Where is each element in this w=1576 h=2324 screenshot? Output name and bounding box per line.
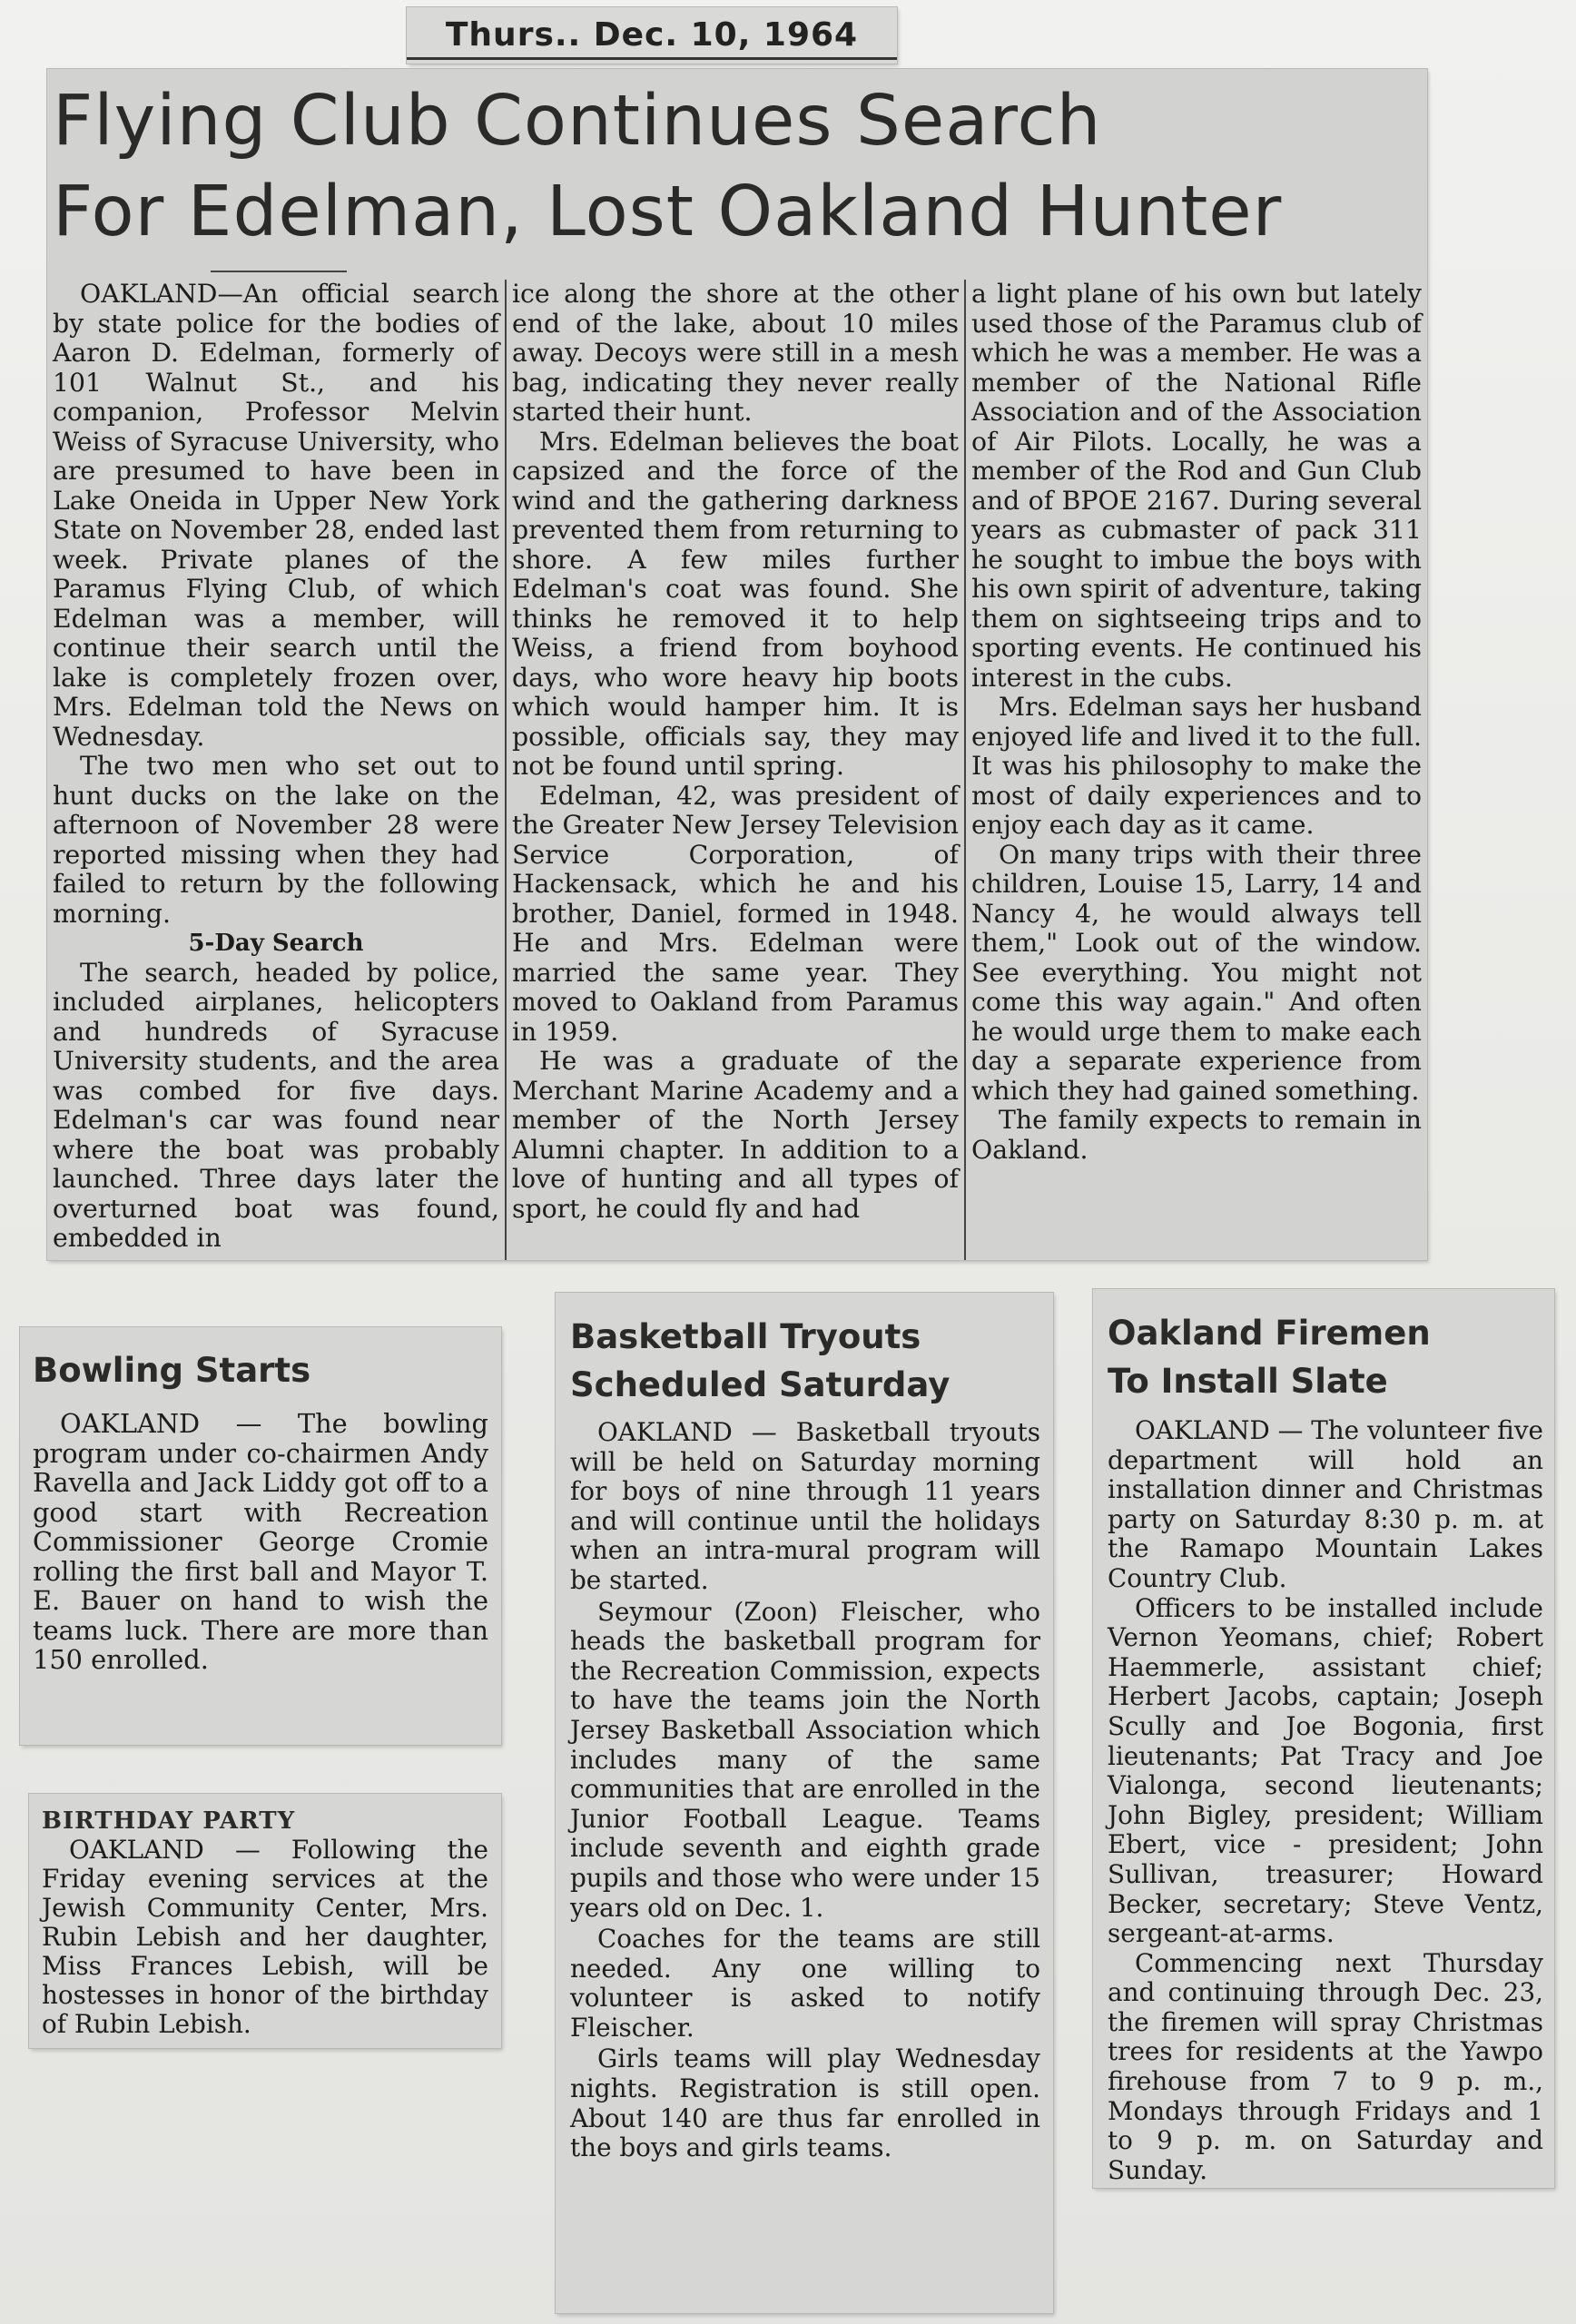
main-article-clipping (47, 69, 1427, 1260)
article-paragraph: a light plane of his own but lately used those of the Paramus club of which he was a member. He was a member of the National Rifle Association and of the Association of Air Pilots. Locally, he was a member of the Rod and Gun Club and of BPOE 2167. During several years as cubmaster of pack 311 he sought to imbue the boys with his own spirit of adventure, taking them on sightseeing trips and to sporting events. He continued his interest in the cubs. (971, 280, 1422, 693)
article-paragraph: Mrs. Edelman says her husband enjoyed life and lived it to the full. It was his philosophy to make the most of daily experiences and to enjoy each day as it came. (971, 692, 1422, 840)
article-paragraph: OAKLAND—An official search by state police for the bodies of Aaron D. Edelman, formerly of 101 Walnut St., and his companion, Professor Melvin Weiss of Syracuse University, who are presumed to have been in Lake Oneida in Upper New York State on November 28, ended last week. Private planes of the Paramus Flying Club, of which Edelman was a member, will continue their search until the lake is completely frozen over, Mrs. Edelman told the News on Wednesday. (53, 280, 499, 752)
basketball-headline (570, 1313, 1040, 1409)
birthday-headline: BIRTHDAY PARTY (42, 1807, 296, 1835)
basketball-body (570, 1418, 1040, 2163)
article-column-2 (507, 280, 966, 1260)
article-paragraph: Edelman, 42, was president of the Greater New Jersey Television Service Corporation, of Hackensack, which he and his brother, Daniel, formed in 1948. He and Mrs. Edelman were married the same year. They moved to Oakland from Paramus in 1959. (512, 780, 959, 1047)
bowling-clipping (20, 1327, 501, 1745)
basketball-paragraph: Girls teams will play Wednesday nights. Registration is still open. About 140 are thus far enrolled in the boys and girls teams. (570, 2043, 1040, 2163)
basketball-headline-line-2: Scheduled Saturday (570, 1365, 951, 1404)
firemen-clipping (1093, 1289, 1554, 2188)
article-paragraph: The search, headed by police, included airplanes, helicopters and hundreds of Syracuse University students, and the area was combed for five days. Edelman's car was found near where the boat was probably launched. Three days later the overturned boat was found, embedded in (53, 957, 499, 1253)
bowling-headline: Bowling Starts (33, 1351, 311, 1390)
firemen-paragraph: Commencing next Thursday and continuing through Dec. 23, the firemen will spray Christmas trees for residents at the Yawpo firehouse from 7 to 9 p. m., Mondays through Fridays and 1 to 9 p. m. on Saturday and Sunday. (1108, 1947, 1543, 2185)
date-line: Thurs.. Dec. 10, 1964 (445, 16, 859, 54)
article-paragraph: The family expects to remain in Oakland. (971, 1105, 1422, 1165)
basketball-paragraph: Coaches for the teams are still needed. Any one willing to volunteer is asked to notify Fleischer. (570, 1924, 1040, 2043)
basketball-paragraph: OAKLAND — Basketball tryouts will be held on Saturday morning for boys of nine through 11 years and will continue until the holidays when an intra-mural program will be started. (570, 1417, 1040, 1595)
date-clipping (407, 7, 897, 64)
headline-line-2: For Edelman, Lost Oakland Hunter (53, 172, 1283, 252)
headline-line-1: Flying Club Continues Search (53, 81, 1102, 162)
birthday-body (42, 1836, 488, 2039)
firemen-paragraph: OAKLAND — The volunteer five department will hold an installation dinner and Christmas party on Saturday 8:30 p. m. at the Ramapo Mountain Lakes Country Club. (1108, 1415, 1543, 1593)
bowling-body (33, 1409, 488, 1675)
article-columns (47, 280, 1427, 1260)
firemen-headline-line-2: To Install Slate (1108, 1362, 1388, 1401)
date-rule (407, 57, 897, 60)
firemen-paragraph: Officers to be installed include Vernon Yeomans, chief; Robert Haemmerle, assistant chief; Herbert Jacobs, captain; Joseph Scully and Joe Bogonia, first lieutenants; Pat Tracy and Joe Vialonga, second lieutenants; John Bigley, president; William Ebert, vice - president; John Sullivan, treasurer; Howard Becker, secretary; Steve Ventz, sergeant-at-arms. (1108, 1592, 1543, 1949)
article-subhead: 5-Day Search (188, 930, 364, 957)
article-column-1 (47, 280, 507, 1260)
birthday-paragraph: OAKLAND — Following the Friday evening services at the Jewish Community Center, Mrs. Rubin Lebish and her daughter, Miss Frances Lebish, will be hostesses in honor of the birthday of Rubin Lebish. (42, 1835, 488, 2039)
basketball-clipping (556, 1293, 1053, 2313)
firemen-headline-line-1: Oakland Firemen (1108, 1314, 1431, 1353)
bowling-paragraph: OAKLAND — The bowling program under co-chairmen Andy Ravella and Jack Liddy got off to a good start with Recreation Commissioner George Cromie rolling the first ball and Mayor T. E. Bauer on hand to wish the teams luck. There are more than 150 enrolled. (33, 1408, 488, 1675)
firemen-body (1108, 1416, 1543, 2185)
article-paragraph: ice along the shore at the other end of the lake, about 10 miles away. Decoys were still in a mesh bag, indicating they never really started their hunt. (512, 280, 959, 427)
article-paragraph: The two men who set out to hunt ducks on the lake on the afternoon of November 28 were reported missing when they had failed to return by the following morning. (53, 751, 499, 929)
birthday-clipping (29, 1794, 501, 2048)
article-paragraph: On many trips with their three children, Louise 15, Larry, 14 and Nancy 4, he would always tell them," Look out of the window. See everything. You might not come this way again." And often he would urge them to make each day a separate experience from which they had gained something. (971, 839, 1422, 1106)
basketball-paragraph: Seymour (Zoon) Fleischer, who heads the basketball program for the Recreation Commission, expects to have the teams join the North Jersey Basketball Association which includes many of the same communities that are enrolled in the Junior Football League. Teams include seventh and eighth grade pupils and those who were under 15 years old on Dec. 1. (570, 1596, 1040, 1923)
main-headline (53, 76, 1396, 258)
basketball-headline-line-1: Basketball Tryouts (570, 1317, 921, 1356)
firemen-headline (1108, 1309, 1543, 1405)
article-paragraph: He was a graduate of the Merchant Marine Academy and a member of the North Jersey Alumni chapter. In addition to a love of hunting and all types of sport, he could fly and had (512, 1046, 959, 1224)
article-start-rule (211, 271, 347, 272)
article-paragraph: Mrs. Edelman believes the boat capsized and the force of the wind and the gathering darkness prevented them from returning to shore. A few miles further Edelman's coat was found. She thinks he removed it to help Weiss, a friend from boyhood days, who wore heavy hip boots which would hamper him. It is possible, officials say, they may not be found until spring. (512, 426, 959, 781)
article-column-3 (966, 280, 1427, 1260)
